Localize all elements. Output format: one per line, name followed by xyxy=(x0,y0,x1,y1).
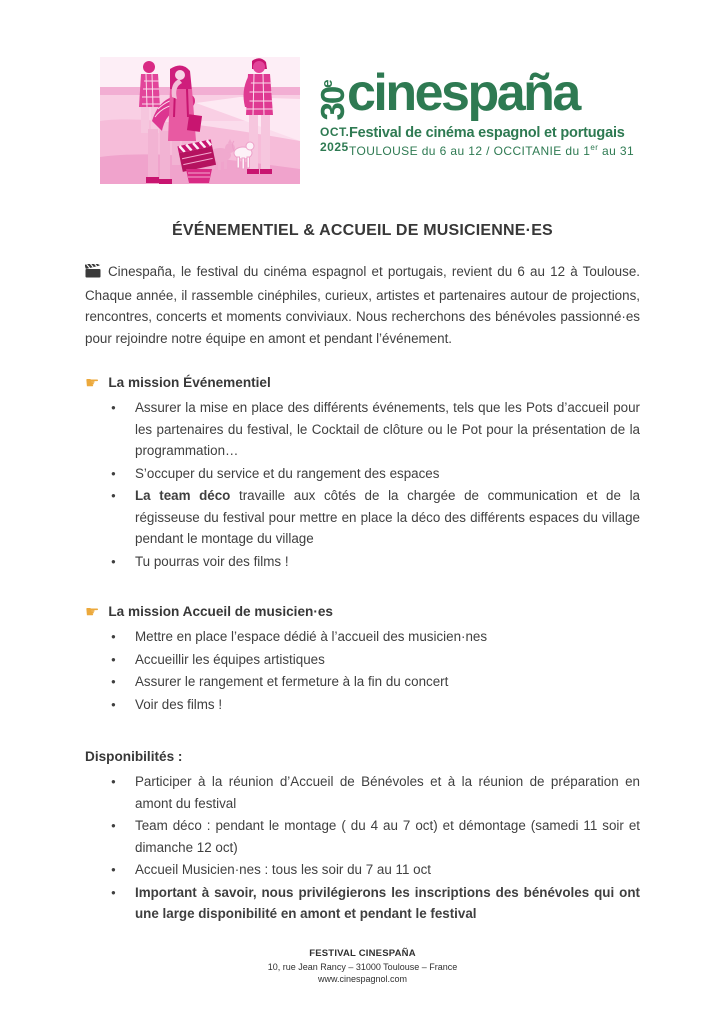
list-item: ● Accueillir les équipes artistiques xyxy=(135,649,640,671)
festival-tagline: Festival de cinéma espagnol et portugais xyxy=(349,125,625,141)
page-title: ÉVÉNEMENTIEL & ACCUEIL DE MUSICIENNE·ES xyxy=(172,222,553,239)
clapperboard-icon xyxy=(85,263,101,285)
document-body xyxy=(0,222,725,925)
logo-block xyxy=(316,57,676,184)
section-evenementiel xyxy=(85,373,640,572)
section-heading xyxy=(85,373,640,393)
list-item: ● Team déco : pendant le montage ( du 4 au 7 oct) et démontage (samedi 11 soir et dimanche 12 oct) xyxy=(135,815,640,858)
header xyxy=(0,0,725,184)
festival-logo: cinespaña xyxy=(347,64,579,122)
edition-year: 2025 xyxy=(320,140,349,154)
list-item: ● Important à savoir, nous privilégierons les inscriptions des bénévoles qui ont une large disponibilité en amont et pendant le festival xyxy=(135,882,640,925)
list-item: ● Accueil Musicien·nes : tous les soir du 7 au 11 oct xyxy=(135,859,640,881)
list-item: ● La team déco travaille aux côtés de la chargée de communication et de la régisseuse du festival pour mettre en place la déco des différents espaces du village pendant le montage du village xyxy=(135,485,640,550)
pink-duotone-photo-illustration xyxy=(100,57,300,184)
section-disponibilites xyxy=(85,747,640,925)
section-accueil-musiciens xyxy=(85,602,640,715)
list-item: ● Participer à la réunion d’Accueil de Bénévoles et à la réunion de préparation en amont du festival xyxy=(135,771,640,814)
list-item: ● Tu pourras voir des films ! xyxy=(135,551,640,573)
footer-address: 10, rue Jean Rancy – 31000 Toulouse – France xyxy=(267,962,458,972)
bullet-list xyxy=(85,626,640,715)
list-item: ● Mettre en place l’espace dédié à l’accueil des musicien·nes xyxy=(135,626,640,648)
festival-dates: TOULOUSE du 6 au 12 / OCCITANIE du 1er au 31 xyxy=(349,143,635,158)
list-item: ● Voir des films ! xyxy=(135,694,640,716)
bullet-list xyxy=(85,397,640,572)
section-heading xyxy=(85,602,640,622)
header-photo xyxy=(100,57,300,184)
pointing-finger-icon: ☛ xyxy=(85,602,100,621)
edition-month: OCT. xyxy=(320,125,350,139)
footer xyxy=(0,948,725,984)
section-heading-label: La mission Événementiel xyxy=(108,375,271,390)
section-heading-label: La mission Accueil de musicien·es xyxy=(108,604,333,619)
list-item: ● Assurer la mise en place des différents événements, tels que les Pots d’accueil pour les partenaires du festival, le Cocktail de clôture ou le Pot pour la présentation de la programmation… xyxy=(135,397,640,462)
list-item: ● S’occuper du service et du rangement des espaces xyxy=(135,463,640,485)
intro-text: Cinespaña, le festival du cinéma espagnol et portugais, revient du 6 au 12 à Toulouse. Chaque année, il rassemble cinéphiles, curieux, artistes et partenaires autour de projections, rencontres, concerts et moments conviviaux. Nous recherchons des bénévoles passionné·es pour rejoindre notre équipe en amont et pendant l’événement. xyxy=(85,264,640,346)
bullet-list xyxy=(85,771,640,925)
basket-graphic xyxy=(186,169,212,183)
footer-website: www.cinespagnol.com xyxy=(317,974,408,984)
pointing-finger-icon: ☛ xyxy=(85,373,100,392)
footer-festival-name: FESTIVAL CINESPAÑA xyxy=(309,948,416,959)
intro-paragraph xyxy=(85,261,640,349)
section-heading: Disponibilités : xyxy=(85,749,183,764)
list-item: ● Assurer le rangement et fermeture à la fin du concert xyxy=(135,671,640,693)
edition-number: 30e xyxy=(314,79,351,121)
